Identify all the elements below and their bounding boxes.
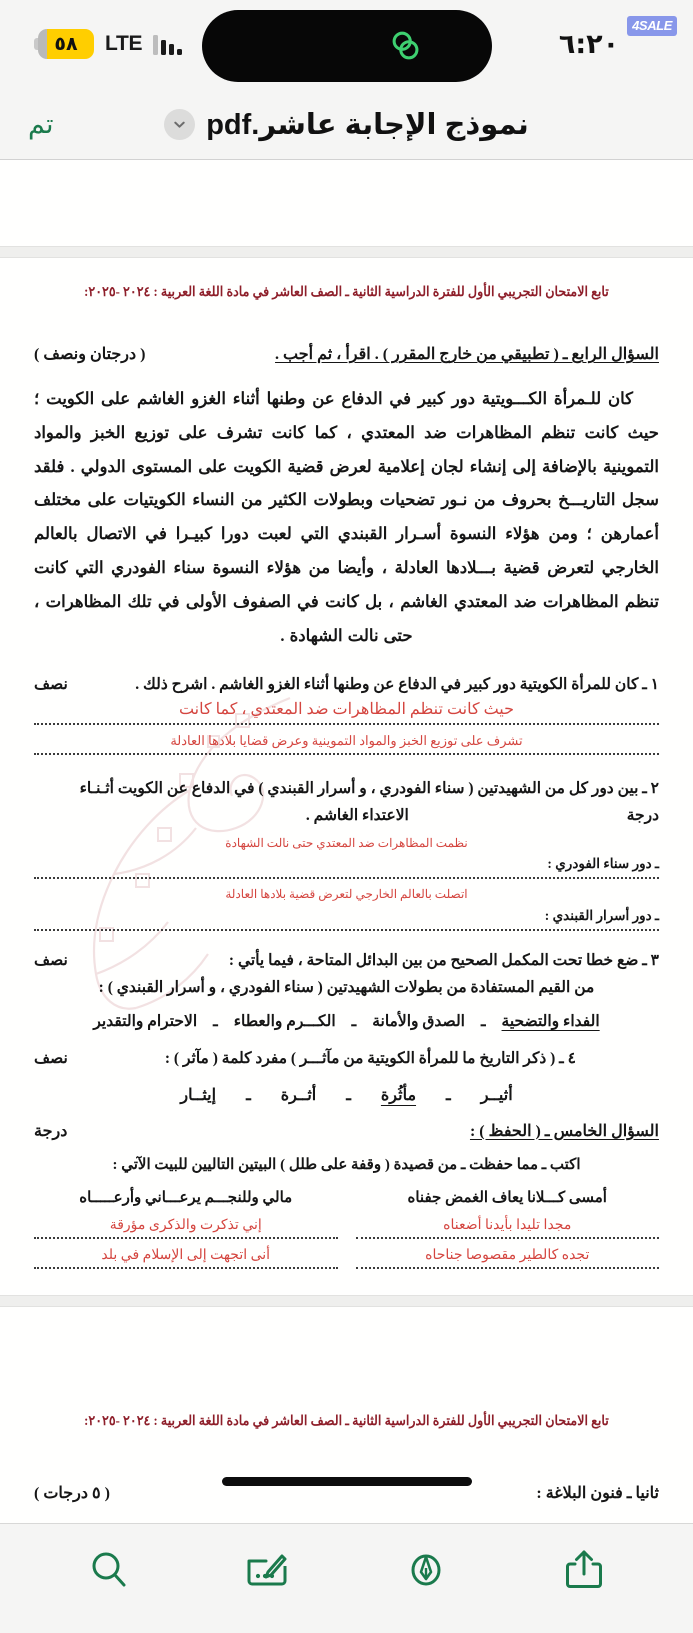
passage-line: كانت تنظم المظاهرات ضد المعتدي ، كما كانت تشرف على توزيع الخبز والمواد التموينية بالإضافة: [34, 422, 660, 476]
option-separator: ـ: [351, 1013, 357, 1031]
answer-dotted-rule: [356, 1237, 660, 1239]
battery-indicator: [38, 29, 94, 59]
verse-given-left: أمسى كـــلانا يعاف الغمض جفناه: [407, 1189, 607, 1206]
search-button[interactable]: [77, 1538, 141, 1602]
signal-bars-icon: [153, 33, 182, 55]
answer-dotted-rule: [34, 723, 659, 725]
question5-marks: درجة: [34, 1122, 68, 1140]
section2-marks: ( ٥ درجات ): [34, 1484, 110, 1502]
page-separator: [0, 246, 693, 258]
annotate-button[interactable]: [394, 1538, 458, 1602]
question1-answer-line-1: حيث كانت تنظم المظاهرات ضد المعتدي ، كما كانت: [178, 700, 515, 718]
question-item-1: [34, 671, 659, 755]
pdf-page-next: [0, 1307, 693, 1523]
battery-percent-label: ٥٨: [54, 32, 78, 55]
question3-option-3[interactable]: الاحترام والتقدير: [93, 1013, 198, 1031]
question2-sublabel-1: ـ دور سناء الفودري :: [547, 856, 659, 872]
question3-option-1[interactable]: الصدق والأمانة: [372, 1013, 465, 1031]
verse-answer-1-right: إني تذكرت والذكرى مؤرقة: [109, 1217, 262, 1233]
question2-text-line2: الاعتداء الغاشم .: [305, 807, 409, 825]
question4-row: [34, 1045, 659, 1072]
passage-line: في الصفوف الأولى في تلك المظاهرات ، حتى نالت الشهادة .: [34, 591, 413, 645]
question4-option-3[interactable]: إيثــار: [180, 1086, 217, 1104]
chevron-down-icon[interactable]: [164, 109, 195, 140]
question2-row2: [34, 802, 659, 829]
question2-answer-2: اتصلت بالعالم الخارجي لتعرض قضية بلادها العادلة: [225, 887, 468, 902]
option-separator: ـ: [213, 1013, 218, 1031]
question4-options: [34, 1085, 659, 1105]
answer-dotted-rule: [34, 929, 659, 931]
option-separator: ـ: [481, 1013, 486, 1031]
answer-dotted-rule: [34, 877, 659, 879]
question3-option-0[interactable]: الفداء والتضحية: [501, 1013, 600, 1031]
bottom-toolbar: [0, 1523, 693, 1633]
question3-mark: نصف: [34, 952, 68, 970]
dynamic-island[interactable]: [202, 10, 492, 82]
question1-answer-line-2: تشرف على توزيع الخبز والمواد التموينية وعرض قضايا بلادها العادلة: [170, 733, 523, 749]
question3-row: [34, 947, 659, 974]
status-bar: [0, 0, 693, 88]
share-icon: [563, 1547, 605, 1593]
question4-option-1[interactable]: مأثُرة: [380, 1086, 417, 1104]
home-indicator: [222, 1477, 472, 1486]
question1-text: ١ ـ كان للمرأة الكويتية دور كبير في الدفاع عن وطنها أثناء الغزو الغاشم . اشرح ذلك .: [135, 675, 659, 693]
markup-icon: [244, 1548, 290, 1592]
answer-dotted-rule: [34, 753, 659, 755]
answer-dotted-rule: [34, 1267, 338, 1269]
share-button[interactable]: [552, 1538, 616, 1602]
question4-marks: ( درجتان ونصف ): [34, 346, 146, 363]
status-bar-right: [559, 0, 677, 88]
clock-label: ٦:٢٠: [558, 28, 620, 60]
status-bar-left: [38, 29, 182, 59]
question4-text: ٤ ـ ( ذكر التاريخ ما للمرأة الكويتية من مآثـــر ) مفرد كلمة ( مآثر ) :: [164, 1050, 576, 1068]
app-source-badge: 4SALE: [627, 16, 677, 36]
question5-header-row: [34, 1121, 659, 1141]
passage-line: كان للـمرأة الكـــويتية دور كبير في الدفاع عن وطنها أثناء الغزو الغاشم على الكويت ؛ حيث: [34, 389, 660, 442]
exam-header-line: تابع الامتحان التجريبي الأول للفترة الدراسية الثانية ـ الصف العاشر في مادة اللغة العربية : ٢٠٢٤ -٢٠٢٥:: [84, 284, 609, 299]
page-separator: [0, 1295, 693, 1307]
chevron-down-glyph: [172, 117, 187, 132]
search-icon: [87, 1548, 131, 1592]
verse-answer-2-left: تجده كالطير مقصوصا جناحاه: [425, 1247, 590, 1263]
question-item-3: [34, 947, 659, 1031]
verse-answer-2-right: أنى اتجهت إلى الإسلام في بلد: [101, 1247, 271, 1263]
passage-line: إلى إنشاء لجان إعلامية لعرض قضية الكويت على المستوى الدولي . فلقد سجل التاريـــخ بحروف: [34, 456, 660, 510]
question2-sublabel-2: ـ دور أسرار القبندي :: [544, 908, 659, 924]
option-separator: ـ: [446, 1086, 451, 1104]
question4-heading: السؤال الرابع ـ ( تطبيقي من خارج المقرر ) . اقرأ ، ثم أجب .: [275, 346, 659, 363]
question4-item-mark: نصف: [34, 1050, 68, 1068]
question5-instruction: اكتب ـ مما حفظت ـ من قصيدة ( وقفة على طلل ) البيتين التاليين للبيت الآتي :: [112, 1156, 581, 1173]
passage-line: من نـور تضحيات وبطولات الكثير من النساء الكويتيات على مختلف أعمارهن ؛ ومن هؤلاء النسوة: [34, 490, 659, 544]
document-body: [0, 258, 693, 1295]
answer-dotted-rule: [356, 1267, 660, 1269]
passage-line: وأيضا من هؤلاء النسوة سناء الفودري التي كانت تنظم المظاهرات ضد المعتدي الغاشم ، بل كانت: [34, 558, 659, 611]
question2-text: ٢ ـ بين دور كل من الشهيدتين ( سناء الفودري ، و أسرار القبندي ) في الدفاع عن الكويت أثـنـاء: [79, 779, 659, 797]
pdf-page-current: [0, 258, 693, 1295]
navigation-bar: [0, 88, 693, 160]
done-button[interactable]: تم: [22, 88, 59, 160]
option-separator: ـ: [346, 1086, 351, 1104]
network-type-label: LTE: [105, 32, 143, 55]
question5-heading: السؤال الخامس ـ ( الحفظ ) :: [469, 1122, 659, 1140]
passage-line: أسـرار القبندي التي لعبت دورا كبيـرا في الاتصال بالعالم الخارجي لتعرض قضية بـــلادها العادلة ،: [34, 524, 659, 578]
verse-answer-rules-2: [34, 1266, 659, 1275]
question-item-2: [34, 775, 659, 932]
question3-stem: من القيم المستفادة من بطولات الشهيدتين ( سناء الفودري ، و أسرار القبندي ) :: [98, 979, 595, 997]
verse-answer-rules-1: [34, 1236, 659, 1245]
question2-answer-1: نظمت المظاهرات ضد المعتدي حتى نالت الشهادة: [225, 835, 468, 850]
document-body-next: [0, 1307, 693, 1523]
question3-option-2[interactable]: الكـــرم والعطاء: [233, 1013, 336, 1031]
question3-options: [34, 1012, 659, 1031]
answer-dotted-rule: [34, 1237, 338, 1239]
markup-button[interactable]: [235, 1538, 299, 1602]
question-item-4: [34, 1045, 659, 1104]
question4-option-0[interactable]: أثيــر: [480, 1086, 513, 1104]
document-title-group: [0, 88, 693, 160]
pen-annotate-icon: [404, 1548, 448, 1592]
section2-heading: ثانيا ـ فنون البلاغة :: [536, 1484, 659, 1502]
pdf-scroll-area[interactable]: [0, 160, 693, 1523]
verse-given-row: [34, 1188, 659, 1207]
link-rings-icon: [387, 27, 425, 65]
option-separator: ـ: [246, 1086, 251, 1104]
question4-header-row: [34, 344, 659, 364]
exam-header-line-page2: تابع الامتحان التجريبي الأول للفترة الدراسية الثانية ـ الصف العاشر في مادة اللغة العربية : ٢٠٢٤ -٢٠٢٥:: [84, 1412, 609, 1428]
question4-option-2[interactable]: أثــرة: [280, 1086, 317, 1104]
reading-passage: [34, 382, 659, 653]
verse-answer-row-2: [34, 1245, 659, 1266]
question2-mark: درجة: [626, 807, 659, 825]
question3-text: ٣ ـ ضع خطا تحت المكمل الصحيح من بين البدائل المتاحة ، فيما يأتي :: [228, 952, 659, 970]
verse-given-right: مالي وللنجـــم يرعـــاني وأرعـــــاه: [79, 1189, 293, 1206]
page-top-margin: [34, 1307, 659, 1413]
question1-mark: نصف: [34, 675, 68, 693]
verse-answer-row-1: [34, 1215, 659, 1236]
question1-row: [34, 671, 659, 698]
page-title: نموذج الإجابة عاشر.pdf: [206, 108, 529, 141]
verse-answer-1-left: مجدا تليدا بأيدنا أضعناه: [443, 1217, 572, 1233]
pdf-page-previous-partial: [0, 160, 693, 246]
